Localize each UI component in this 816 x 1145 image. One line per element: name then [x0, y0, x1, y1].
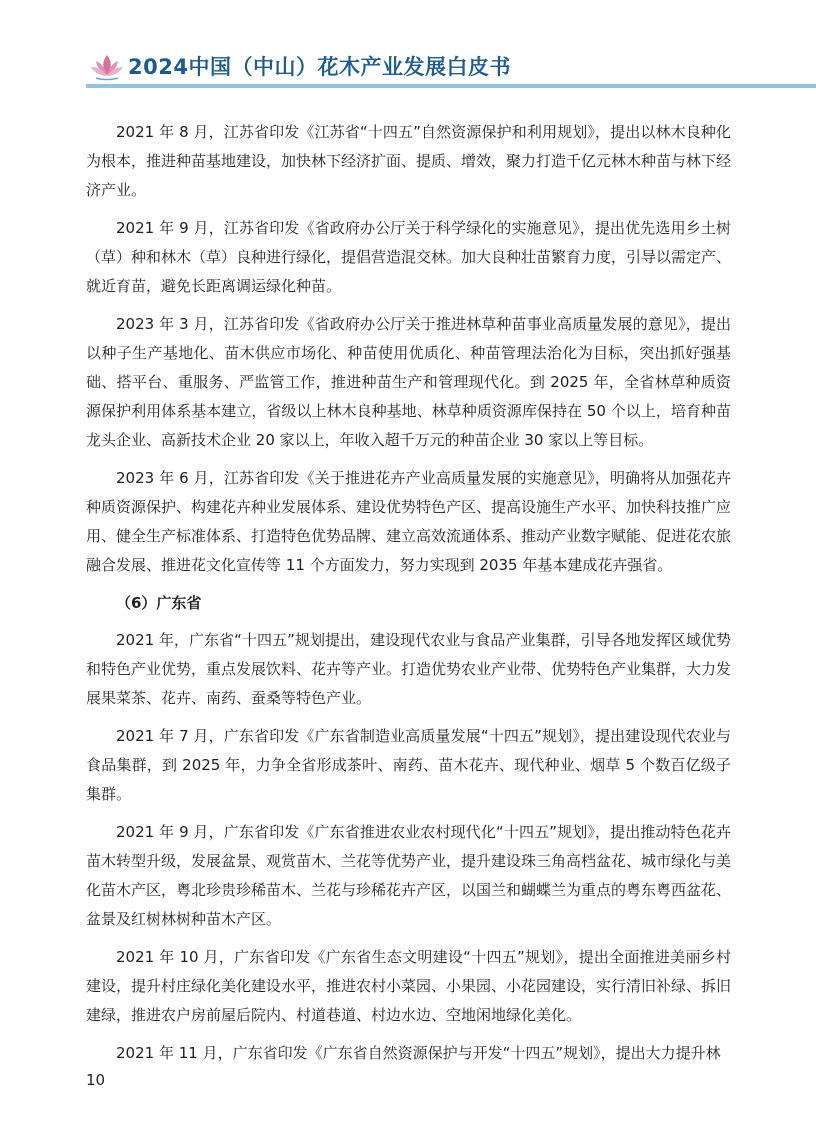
- paragraph: 2023 年 3 月，江苏省印发《省政府办公厅关于推进林草种苗事业高质量发展的意见》，提出以种子生产基地化、苗木供应市场化、种苗使用优质化、种苗管理法治化为目标，突出抓好强基础、搭平台、重服务、严监管工作，推进种苗生产和管理现代化。到 2025 年，全省林草种质资源保护利用体系基本建立，省级以上林木良种基地、林草种质资源库保持在 50 个以上，培育种苗龙头企业、高新技术企业 20 家以上，年收入超千万元的种苗企业 30 家以上等目标。: [86, 315, 731, 449]
- lotus-icon: [90, 53, 124, 81]
- page-header: [0, 0, 816, 92]
- paragraph: 2021 年 7 月，广东省印发《广东省制造业高质量发展“十四五”规划》，提出建设现代农业与食品集群，到 2025 年，力争全省形成茶叶、南药、苗木花卉、现代种业、烟草 5 个数百亿级子集群。: [86, 727, 731, 803]
- paragraph: 2021 年 9 月，广东省印发《广东省推进农业农村现代化“十四五”规划》，提出推动特色花卉苗木转型升级，发展盆景、观赏苗木、兰花等优势产业，提升建设珠三角高档盆花、城市绿化与美化苗木产区，粤北珍贵珍稀苗木、兰花与珍稀花卉产区，以国兰和蝴蝶兰为重点的粤东粤西盆花、盆景及红树林树种苗木产区。: [86, 823, 732, 928]
- document-title: 2024中国（中山）花木产业发展白皮书: [128, 55, 511, 79]
- paragraph: 2021 年 8 月，江苏省印发《江苏省“十四五”自然资源保护和利用规划》，提出以林木良种化为根本，推进种苗基地建设，加快林下经济扩面、提质、增效，聚力打造千亿元林木种苗与林下经济产业。: [86, 123, 732, 199]
- page-number: 10: [86, 1071, 106, 1089]
- paragraph: 2021 年，广东省“十四五”规划提出，建设现代农业与食品产业集群，引导各地发挥区域优势和特色产业优势，重点发展饮料、花卉等产业。打造优势农业产业带、优势特色产业集群，大力发展果菜茶、花卉、南药、蚕桑等特色产业。: [86, 631, 732, 707]
- page-body: [86, 118, 731, 1077]
- paragraph: 2023 年 6 月，江苏省印发《关于推进花卉产业高质量发展的实施意见》，明确将从加强花卉种质资源保护、构建花卉种业发展体系、建设优势特色产区、提高设施生产水平、加快科技推广应用、健全生产标准体系、打造特色优势品牌、建立高效流通体系、推动产业数字赋能、促进花农旅融合发展、推进花文化宣传等 11 个方面发力，努力实现到 2035 年基本建成花卉强省。: [86, 469, 732, 574]
- header-divider: [86, 84, 816, 88]
- paragraph: 2021 年 10 月，广东省印发《广东省生态文明建设“十四五”规划》，提出全面推进美丽乡村建设，提升村庄绿化美化建设水平，推进农村小菜园、小果园、小花园建设，实行清旧补绿、拆旧建绿，推进农户房前屋后院内、村道巷道、村边水边、空地闲地绿化美化。: [86, 948, 732, 1024]
- paragraph: 2021 年 11 月，广东省印发《广东省自然资源保护与开发“十四五”规划》，提出大力提升林: [116, 1044, 721, 1062]
- section-heading: （6）广东省: [116, 594, 202, 612]
- paragraph: 2021 年 9 月，江苏省印发《省政府办公厅关于科学绿化的实施意见》，提出优先选用乡土树（草）种和林木（草）良种进行绿化，提倡营造混交林。加大良种壮苗繁育力度，引导以需定产、就近育苗，避免长距离调运绿化种苗。: [86, 219, 732, 295]
